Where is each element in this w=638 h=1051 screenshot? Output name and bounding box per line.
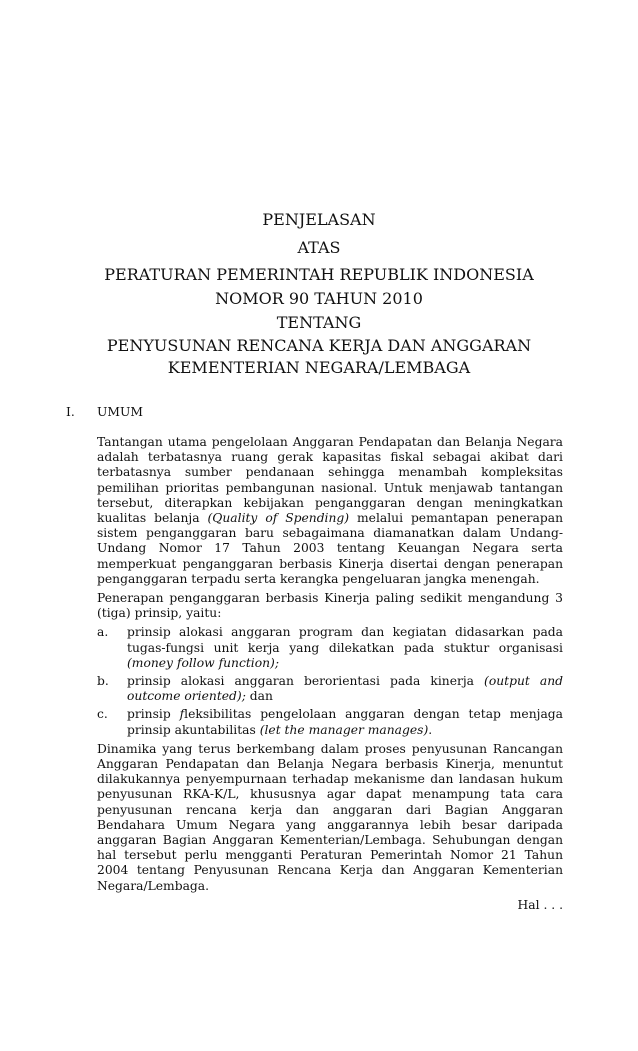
paragraph-3: Dinamika yang terus berkembang dalam proses penyusunan Rancangan Anggaran Pendapatan dan Belanja Negara berbasis Kinerja, menuntut dilakukannya penyempurnaan terhadap mekanisme dan landasan hukum penyusunan RKA-K/L, khususnya agar dapat menampung tata cara penyusunan rencana kerja dan anggaran dari Bagian Anggaran Bendahara Umum Negara yang anggarannya lebih besar daripada anggaran Bagian Anggaran Kementerian/Lembaga. Sehubungan dengan hal tersebut perlu mengganti Peraturan Pemerintah Nomor 21 Tahun 2004 tentang Penyusunan Rencana Kerja dan Anggaran Kementerian Negara/Lembaga. <box>97 741 563 893</box>
list-marker: b. <box>97 674 109 689</box>
paragraph-2: Penerapan penganggaran berbasis Kinerja paling sedikit mengandung 3 (tiga) prinsip, yaitu: <box>97 591 563 621</box>
title-regulation: PERATURAN PEMERINTAH REPUBLIK INDONESIA <box>104 265 534 284</box>
title-tentang: TENTANG <box>276 313 362 332</box>
title-subject-2: KEMENTERIAN NEGARA/LEMBAGA <box>167 358 471 377</box>
title-subject-1: PENYUSUNAN RENCANA KERJA DAN ANGGARAN <box>106 336 532 355</box>
list-marker: c. <box>97 707 108 722</box>
list-text: prinsip alokasi anggaran berorientasi pada kinerja (output and outcome oriented); dan <box>127 674 563 704</box>
list-marker: a. <box>97 625 109 640</box>
principles-list <box>97 625 563 737</box>
list-item <box>97 674 563 704</box>
page-continuation: Hal . . . <box>517 897 563 912</box>
title-number: NOMOR 90 TAHUN 2010 <box>215 289 423 308</box>
list-item <box>97 707 563 737</box>
list-text: prinsip fleksibilitas pengelolaan anggaran dengan tetap menjaga prinsip akuntabilitas (let the manager manages). <box>127 707 563 737</box>
section-title: UMUM <box>97 405 143 419</box>
document-body <box>97 435 563 913</box>
title-penjelasan: PENJELASAN <box>262 210 376 229</box>
paragraph-1: Tantangan utama pengelolaan Anggaran Pendapatan dan Belanja Negara adalah terbatasnya ruang gerak kapasitas fiskal sebagai akibat dari terbatasnya sumber pendanaan sehingga menambah kompleksitas pemilihan prioritas pembangunan nasional. Untuk menjawab tantangan tersebut, diterapkan kebijakan penganggaran dengan meningkatkan kualitas belanja (Quality of Spending) melalui pemantapan penerapan sistem penganggaran baru sebagaimana diamanatkan dalam Undang-Undang Nomor 17 Tahun 2003 tentang Keuangan Negara serta memperkuat penganggaran berbasis Kinerja disertai dengan penerapan penganggaran terpadu serta kerangka pengeluaran jangka menengah. <box>97 435 564 586</box>
list-text: prinsip alokasi anggaran program dan kegiatan didasarkan pada tugas-fungsi unit kerja yang dilekatkan pada stuktur organisasi (money follow function); <box>127 625 563 670</box>
list-item <box>97 625 563 671</box>
section-number: I. <box>66 405 75 419</box>
title-atas: ATAS <box>297 238 341 257</box>
